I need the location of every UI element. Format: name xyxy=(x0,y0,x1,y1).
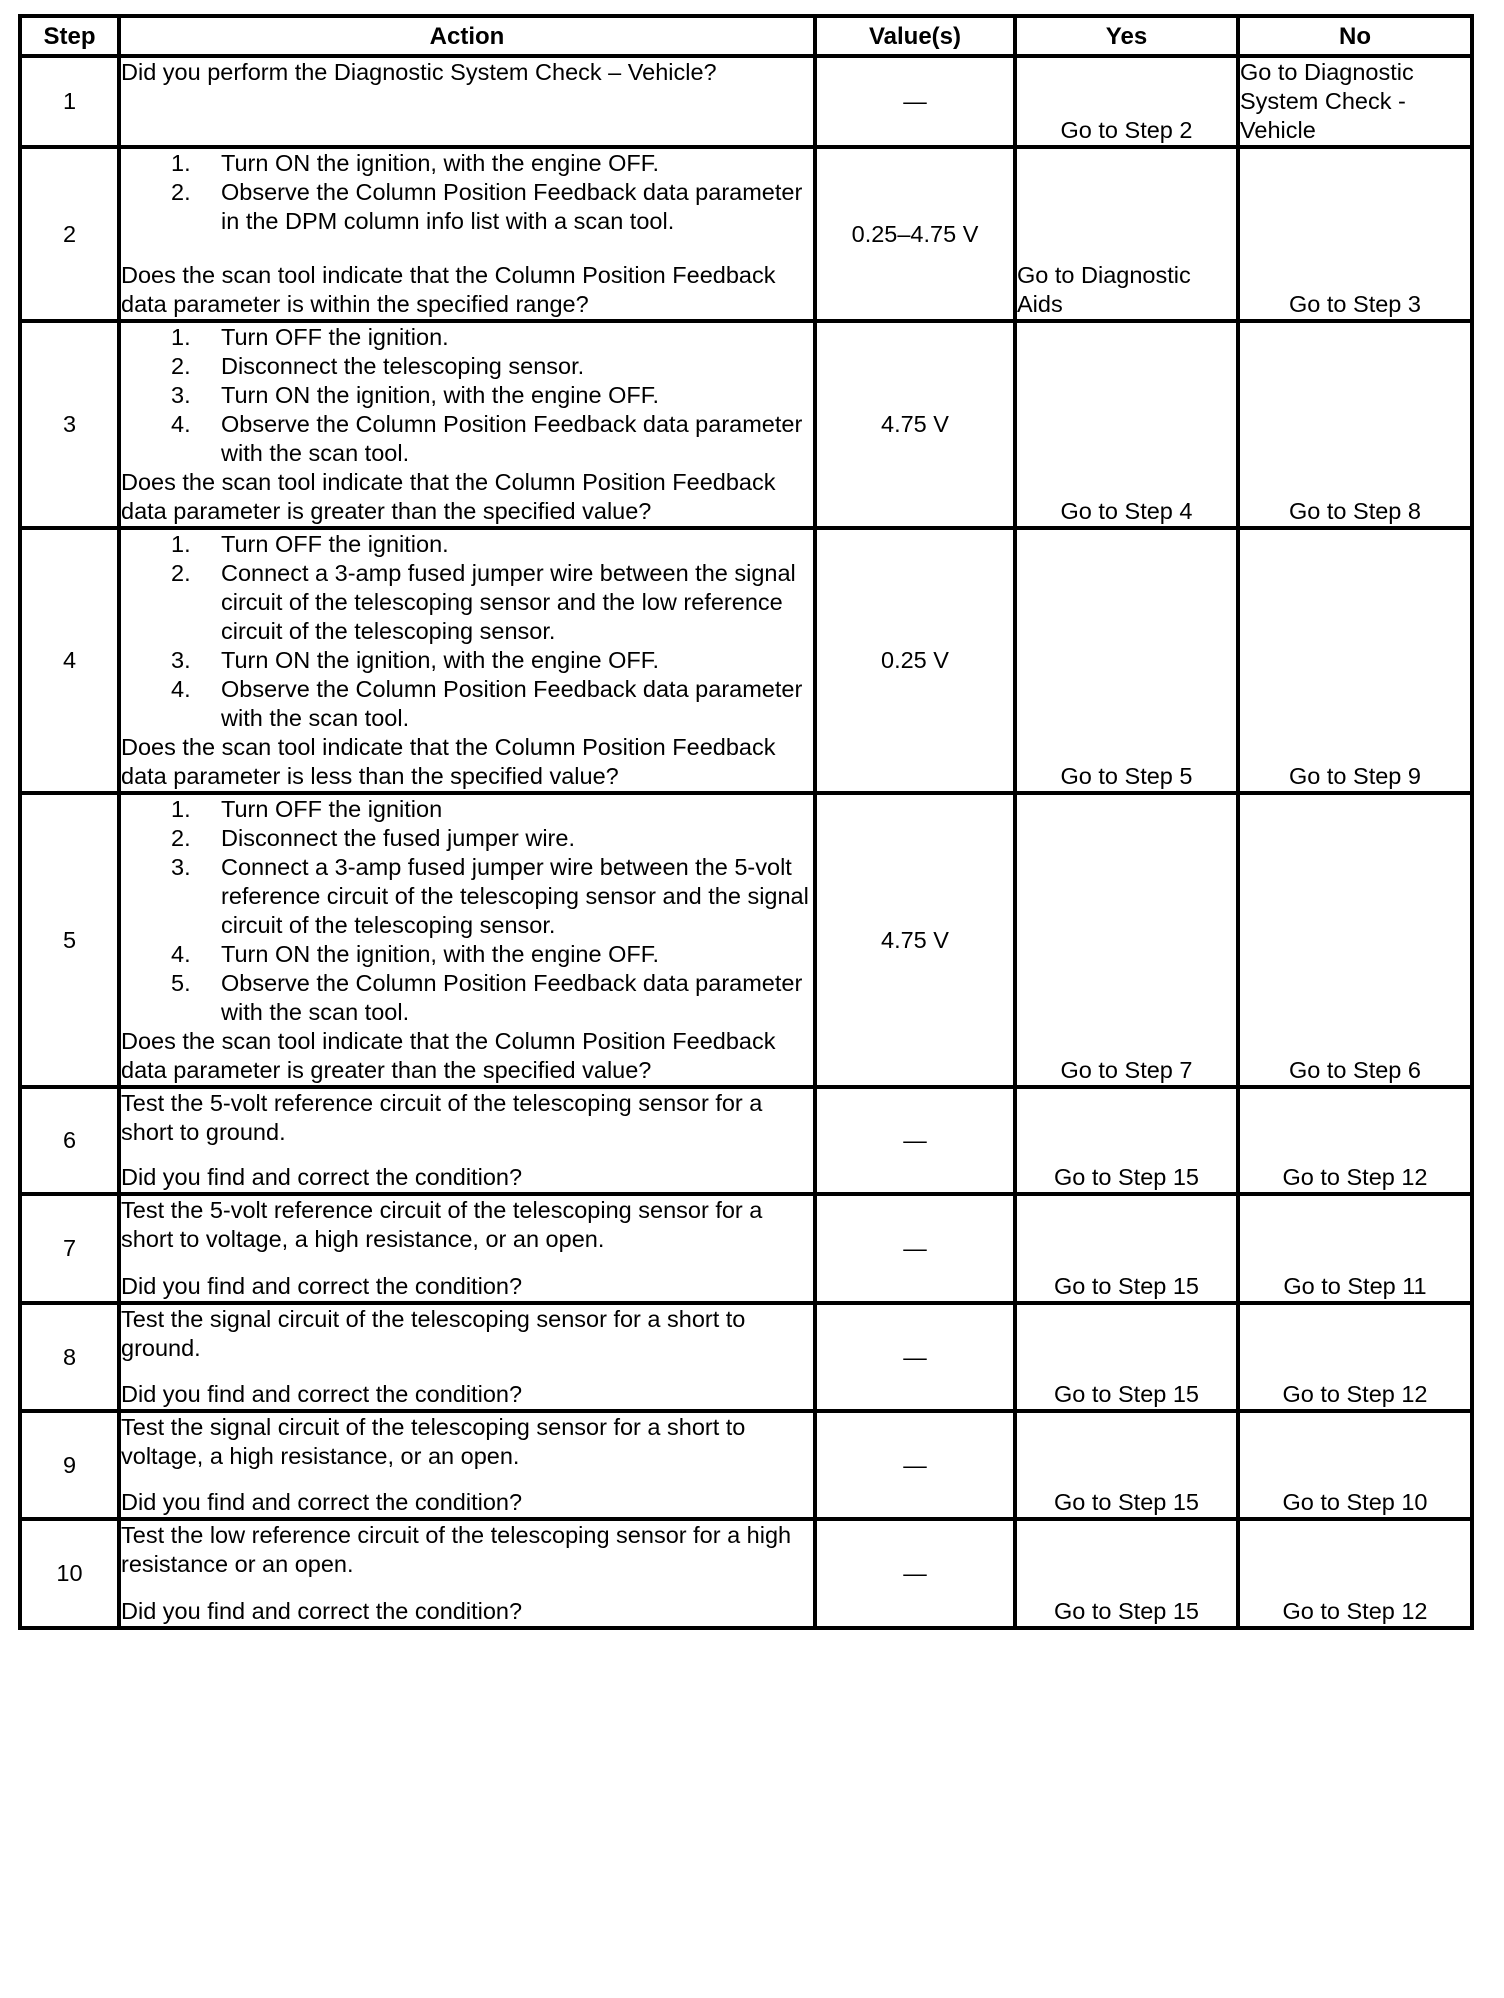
list-item xyxy=(171,149,813,178)
step-number: 10 xyxy=(20,1519,119,1628)
list-item xyxy=(171,178,813,236)
list-item xyxy=(171,824,813,853)
list-item-text: Observe the Column Position Feedback data parameter in the DPM column info list with a scan tool. xyxy=(221,179,803,234)
step-number: 7 xyxy=(20,1194,119,1303)
action-question: Does the scan tool indicate that the Column Position Feedback data parameter is within the specified range? xyxy=(121,262,776,317)
action-top xyxy=(121,795,813,1027)
value-cell: 4.75 V xyxy=(815,793,1015,1087)
action-top xyxy=(121,149,813,236)
action-question: Did you find and correct the condition? xyxy=(121,1164,523,1190)
list-item-text: Turn OFF the ignition. xyxy=(221,531,449,557)
header-row xyxy=(20,16,1472,56)
yes-cell: Go to Step 15 xyxy=(1015,1303,1238,1411)
no-cell: Go to Step 12 xyxy=(1238,1519,1472,1628)
action-steps-list xyxy=(121,795,813,1027)
list-item-text: Connect a 3-amp fused jumper wire between the 5-volt reference circuit of the telescoping sensor and the signal circuit of the telescoping sensor. xyxy=(221,854,809,938)
table-row xyxy=(20,793,1472,1087)
list-item-text: Observe the Column Position Feedback data parameter with the scan tool. xyxy=(221,970,803,1025)
list-item-text: Disconnect the fused jumper wire. xyxy=(221,825,575,851)
action-cell xyxy=(119,1194,815,1303)
list-item-text: Turn OFF the ignition xyxy=(221,796,443,822)
action-top xyxy=(121,1413,813,1471)
yes-cell: Go to Step 15 xyxy=(1015,1087,1238,1194)
action-intro: Test the signal circuit of the telescoping sensor for a short to ground. xyxy=(121,1306,746,1361)
table-row xyxy=(20,1194,1472,1303)
action-cell xyxy=(119,793,815,1087)
action-top xyxy=(121,530,813,733)
header-no: No xyxy=(1238,16,1472,56)
action-steps-list xyxy=(121,323,813,468)
list-item-text: Connect a 3-amp fused jumper wire between the signal circuit of the telescoping sensor and the low reference circuit of the telescoping sensor. xyxy=(221,560,796,644)
no-cell: Go to Step 11 xyxy=(1238,1194,1472,1303)
list-item-text: Turn OFF the ignition. xyxy=(221,324,449,350)
action-intro: Test the 5-volt reference circuit of the telescoping sensor for a short to ground. xyxy=(121,1090,763,1145)
list-item-number: 1. xyxy=(171,324,191,350)
list-item xyxy=(171,352,813,381)
header-values: Value(s) xyxy=(815,16,1015,56)
list-item-text: Turn ON the ignition, with the engine OFF. xyxy=(221,941,660,967)
table-row xyxy=(20,1087,1472,1194)
action-question: Did you find and correct the condition? xyxy=(121,1273,523,1299)
action-question: Did you find and correct the condition? xyxy=(121,1381,523,1407)
action-cell xyxy=(119,147,815,321)
step-number: 8 xyxy=(20,1303,119,1411)
list-item xyxy=(171,381,813,410)
yes-cell: Go to Step 5 xyxy=(1015,528,1238,793)
yes-cell: Go to Diagnostic Aids xyxy=(1015,147,1238,321)
list-item-number: 1. xyxy=(171,531,191,557)
action-top xyxy=(121,1521,813,1579)
yes-cell: Go to Step 7 xyxy=(1015,793,1238,1087)
yes-cell: Go to Step 15 xyxy=(1015,1411,1238,1519)
list-item-number: 4. xyxy=(171,411,191,437)
action-intro: Test the 5-volt reference circuit of the telescoping sensor for a short to voltage, a high resistance, or an open. xyxy=(121,1197,763,1252)
no-cell: Go to Step 3 xyxy=(1238,147,1472,321)
list-item xyxy=(171,530,813,559)
list-item-text: Observe the Column Position Feedback data parameter with the scan tool. xyxy=(221,676,803,731)
header-action: Action xyxy=(119,16,815,56)
action-steps-list xyxy=(121,530,813,733)
list-item-text: Disconnect the telescoping sensor. xyxy=(221,353,585,379)
action-cell xyxy=(119,528,815,793)
action-steps-list xyxy=(121,149,813,236)
no-cell: Go to Step 12 xyxy=(1238,1303,1472,1411)
action-top xyxy=(121,58,813,87)
list-item xyxy=(171,410,813,468)
action-intro: Did you perform the Diagnostic System Check – Vehicle? xyxy=(121,59,717,85)
action-intro: Test the signal circuit of the telescoping sensor for a short to voltage, a high resistance, or an open. xyxy=(121,1414,746,1469)
action-cell xyxy=(119,1303,815,1411)
yes-cell: Go to Step 15 xyxy=(1015,1519,1238,1628)
value-cell: 4.75 V xyxy=(815,321,1015,528)
action-cell xyxy=(119,1087,815,1194)
action-intro: Test the low reference circuit of the telescoping sensor for a high resistance or an open. xyxy=(121,1522,792,1577)
action-top xyxy=(121,1196,813,1254)
value-cell: 0.25 V xyxy=(815,528,1015,793)
list-item-text: Observe the Column Position Feedback data parameter with the scan tool. xyxy=(221,411,803,466)
step-number: 6 xyxy=(20,1087,119,1194)
table-row xyxy=(20,1303,1472,1411)
action-top xyxy=(121,1089,813,1147)
step-number: 9 xyxy=(20,1411,119,1519)
list-item-number: 4. xyxy=(171,676,191,702)
no-cell: Go to Step 10 xyxy=(1238,1411,1472,1519)
value-cell: — xyxy=(815,56,1015,147)
step-number: 5 xyxy=(20,793,119,1087)
yes-cell: Go to Step 4 xyxy=(1015,321,1238,528)
step-number: 2 xyxy=(20,147,119,321)
list-item-text: Turn ON the ignition, with the engine OFF. xyxy=(221,647,660,673)
list-item-text: Turn ON the ignition, with the engine OFF. xyxy=(221,382,660,408)
header-step: Step xyxy=(20,16,119,56)
value-cell: — xyxy=(815,1194,1015,1303)
action-cell xyxy=(119,1411,815,1519)
table-row xyxy=(20,56,1472,147)
action-question: Did you find and correct the condition? xyxy=(121,1489,523,1515)
list-item-number: 5. xyxy=(171,970,191,996)
list-item-number: 2. xyxy=(171,560,191,586)
action-top xyxy=(121,323,813,468)
action-cell xyxy=(119,1519,815,1628)
header-yes: Yes xyxy=(1015,16,1238,56)
list-item xyxy=(171,969,813,1027)
action-question: Did you find and correct the condition? xyxy=(121,1598,523,1624)
list-item xyxy=(171,323,813,352)
list-item-number: 3. xyxy=(171,382,191,408)
list-item-number: 4. xyxy=(171,941,191,967)
value-cell: — xyxy=(815,1087,1015,1194)
list-item-number: 1. xyxy=(171,796,191,822)
list-item xyxy=(171,675,813,733)
list-item-number: 2. xyxy=(171,179,191,205)
no-cell: Go to Step 8 xyxy=(1238,321,1472,528)
table-row xyxy=(20,528,1472,793)
value-cell: — xyxy=(815,1519,1015,1628)
action-question: Does the scan tool indicate that the Column Position Feedback data parameter is greater than the specified value? xyxy=(121,469,776,524)
list-item-number: 3. xyxy=(171,854,191,880)
list-item-number: 1. xyxy=(171,150,191,176)
action-cell xyxy=(119,56,815,147)
list-item-text: Turn ON the ignition, with the engine OFF. xyxy=(221,150,660,176)
table-row xyxy=(20,1411,1472,1519)
list-item xyxy=(171,795,813,824)
value-cell: — xyxy=(815,1303,1015,1411)
list-item-number: 2. xyxy=(171,353,191,379)
table-row xyxy=(20,147,1472,321)
list-item xyxy=(171,940,813,969)
value-cell: 0.25–4.75 V xyxy=(815,147,1015,321)
list-item xyxy=(171,559,813,646)
list-item xyxy=(171,646,813,675)
diagnostic-table xyxy=(18,14,1474,1630)
no-cell: Go to Step 9 xyxy=(1238,528,1472,793)
action-question: Does the scan tool indicate that the Column Position Feedback data parameter is greater than the specified value? xyxy=(121,1028,776,1083)
step-number: 3 xyxy=(20,321,119,528)
table-row xyxy=(20,1519,1472,1628)
list-item xyxy=(171,853,813,940)
action-top xyxy=(121,1305,813,1363)
step-number: 1 xyxy=(20,56,119,147)
yes-cell: Go to Step 2 xyxy=(1015,56,1238,147)
step-number: 4 xyxy=(20,528,119,793)
action-cell xyxy=(119,321,815,528)
value-cell: — xyxy=(815,1411,1015,1519)
yes-cell: Go to Step 15 xyxy=(1015,1194,1238,1303)
no-cell: Go to Diagnostic System Check - Vehicle xyxy=(1238,56,1472,147)
no-cell: Go to Step 12 xyxy=(1238,1087,1472,1194)
table-row xyxy=(20,321,1472,528)
no-cell: Go to Step 6 xyxy=(1238,793,1472,1087)
list-item-number: 2. xyxy=(171,825,191,851)
action-question: Does the scan tool indicate that the Column Position Feedback data parameter is less than the specified value? xyxy=(121,734,776,789)
list-item-number: 3. xyxy=(171,647,191,673)
